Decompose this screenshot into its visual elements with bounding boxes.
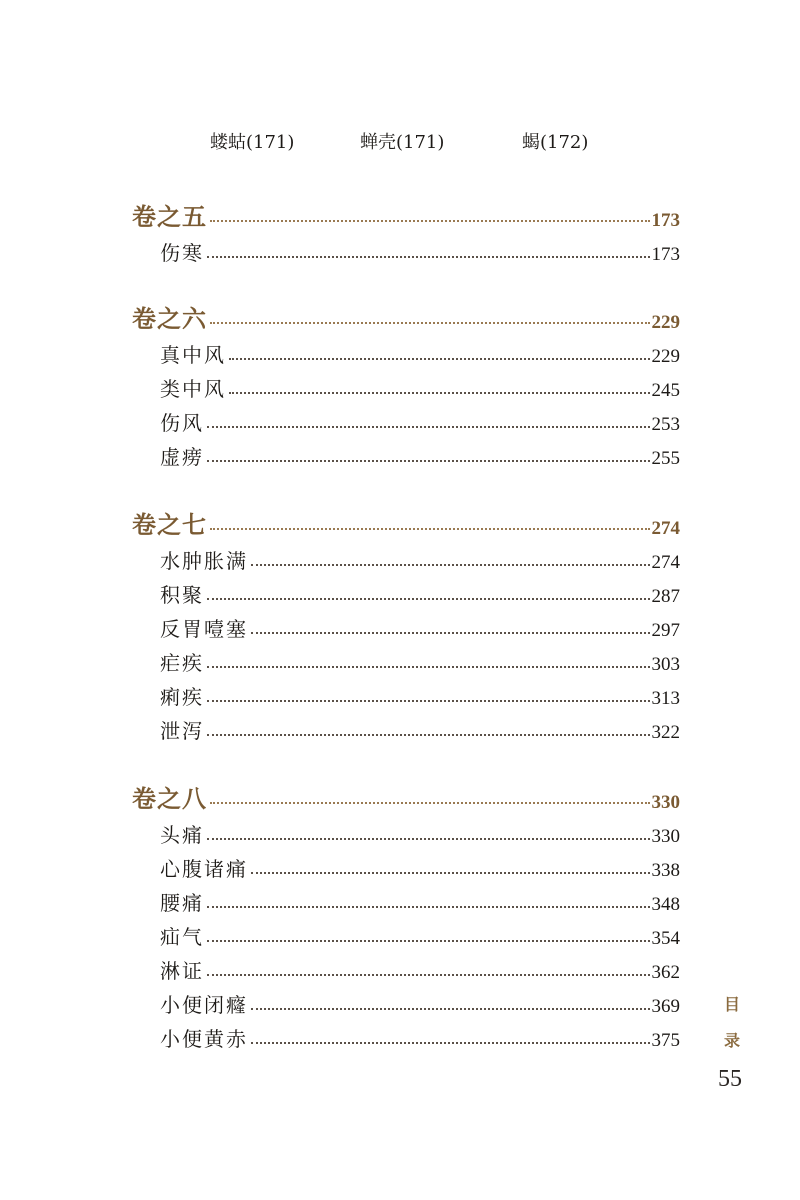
volume-section-6 [132, 298, 680, 470]
entry-page: 330 [651, 826, 680, 847]
toc-entry[interactable] [160, 642, 680, 676]
volume-page: 274 [651, 518, 680, 539]
dot-leader [207, 838, 650, 840]
toc-entry[interactable] [160, 950, 680, 984]
entry-page: 375 [651, 1030, 680, 1051]
entry-title: 泄泻 [160, 719, 204, 743]
dot-leader [207, 940, 650, 942]
toc-entry[interactable] [160, 848, 680, 882]
entry-title: 疝气 [160, 925, 204, 949]
dot-leader [251, 1008, 650, 1010]
toc-entry[interactable] [160, 436, 680, 470]
entry-title: 类中风 [160, 377, 226, 401]
entry-title: 伤寒 [160, 241, 204, 265]
volume-section-7 [132, 504, 680, 744]
dot-leader [207, 460, 650, 462]
dot-leader [210, 220, 650, 222]
toc-entry[interactable] [160, 1018, 680, 1052]
dot-leader [251, 1042, 650, 1044]
entry-title: 真中风 [160, 343, 226, 367]
entry-title: 水肿胀满 [160, 549, 248, 573]
volume-page: 330 [651, 792, 680, 813]
entry-page: 338 [651, 860, 680, 881]
dot-leader [251, 564, 650, 566]
dot-leader [210, 802, 650, 804]
entry-page: 173 [651, 244, 680, 265]
volume-heading[interactable] [132, 778, 680, 814]
entry-title: 淋证 [160, 959, 204, 983]
entry-page: 245 [651, 380, 680, 401]
top-item: 蝎(172) [522, 132, 589, 153]
toc-entry[interactable] [160, 232, 680, 266]
toc-entry[interactable] [160, 334, 680, 368]
entry-page: 354 [651, 928, 680, 949]
toc-entry[interactable] [160, 882, 680, 916]
volume-title: 卷之八 [132, 784, 207, 813]
entry-title: 小便闭癃 [160, 993, 248, 1017]
volume-section-8 [132, 778, 680, 1052]
volume-title: 卷之五 [132, 202, 207, 231]
toc-entry[interactable] [160, 984, 680, 1018]
dot-leader [207, 734, 650, 736]
volume-page: 229 [651, 312, 680, 333]
toc-entry[interactable] [160, 814, 680, 848]
entry-title: 反胃噎塞 [160, 617, 248, 641]
entry-title: 伤风 [160, 411, 204, 435]
toc-entry[interactable] [160, 608, 680, 642]
entry-page: 348 [651, 894, 680, 915]
toc-entry[interactable] [160, 676, 680, 710]
section-label-char: 录 [724, 1031, 741, 1050]
entry-title: 头痛 [160, 823, 204, 847]
volume-heading[interactable] [132, 196, 680, 232]
entry-page: 313 [651, 688, 680, 709]
dot-leader [229, 392, 650, 394]
volume-heading[interactable] [132, 504, 680, 540]
dot-leader [207, 700, 650, 702]
volume-page: 173 [651, 210, 680, 231]
dot-leader [207, 598, 650, 600]
toc-entry[interactable] [160, 710, 680, 744]
entry-page: 274 [651, 552, 680, 573]
entry-title: 痢疾 [160, 685, 204, 709]
dot-leader [229, 358, 650, 360]
entry-title: 疟疾 [160, 651, 204, 675]
entry-page: 297 [651, 620, 680, 641]
toc-entry[interactable] [160, 916, 680, 950]
volume-title: 卷之七 [132, 510, 207, 539]
entry-page: 287 [651, 586, 680, 607]
entry-page: 253 [651, 414, 680, 435]
dot-leader [251, 632, 650, 634]
top-items-line [0, 128, 800, 158]
dot-leader [207, 974, 650, 976]
volume-heading[interactable] [132, 298, 680, 334]
dot-leader [251, 872, 650, 874]
entry-title: 积聚 [160, 583, 204, 607]
page-number: 55 [718, 1066, 742, 1092]
entry-page: 322 [651, 722, 680, 743]
dot-leader [207, 256, 650, 258]
toc-entry[interactable] [160, 540, 680, 574]
toc-entry[interactable] [160, 402, 680, 436]
toc-entry[interactable] [160, 574, 680, 608]
top-item: 蝼蛄(171) [210, 132, 295, 153]
dot-leader [207, 906, 650, 908]
toc-entry[interactable] [160, 368, 680, 402]
section-label-char: 目 [724, 995, 741, 1014]
entry-page: 229 [651, 346, 680, 367]
dot-leader [207, 666, 650, 668]
entry-page: 303 [651, 654, 680, 675]
entry-title: 虚痨 [160, 445, 204, 469]
top-item: 蝉壳(171) [360, 132, 445, 153]
entry-title: 小便黄赤 [160, 1027, 248, 1051]
volume-section-5 [132, 196, 680, 266]
entry-title: 腰痛 [160, 891, 204, 915]
entry-page: 255 [651, 448, 680, 469]
entry-page: 369 [651, 996, 680, 1017]
entry-page: 362 [651, 962, 680, 983]
entry-title: 心腹诸痛 [160, 857, 248, 881]
dot-leader [210, 528, 650, 530]
volume-title: 卷之六 [132, 304, 207, 333]
dot-leader [210, 322, 650, 324]
dot-leader [207, 426, 650, 428]
